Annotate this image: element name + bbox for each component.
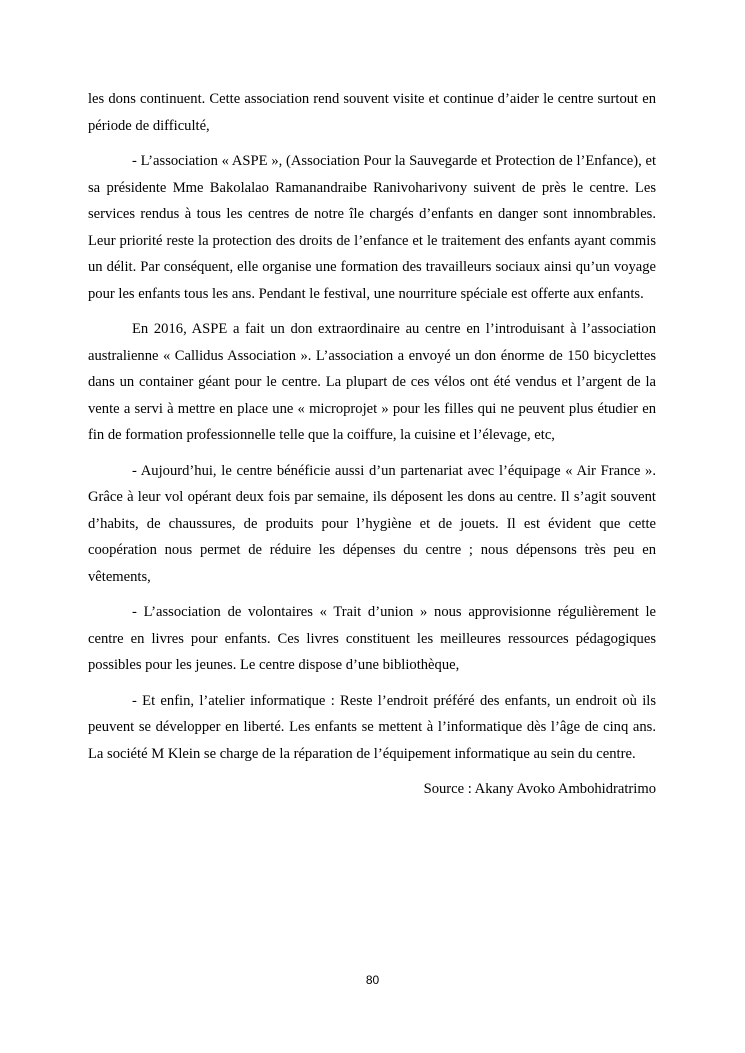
document-body: [88, 86, 656, 803]
paragraph-continuation: les dons continuent. Cette association rend souvent visite et continue d’aider le centre surtout en période de difficulté,: [88, 91, 656, 134]
paragraph-callidus: En 2016, ASPE a fait un don extraordinaire au centre en l’introduisant à l’association australienne « Callidus Association ». L’association a envoyé un don énorme de 150 bicyclettes dans un container géant pour le centre. La plupart de ces vélos ont été vendus et l’argent de la vente a servi à mettre en place une « microprojet » pour les filles qui ne peuvent plus étudier en fin de formation professionnelle telle que la coiffure, la cuisine et l’élevage, etc,: [88, 321, 656, 443]
paragraph-atelier-informatique: - Et enfin, l’atelier informatique : Reste l’endroit préféré des enfants, un endroit où ils peuvent se développer en liberté. Les enfants se mettent à l’informatique dès l’âge de cinq ans. La société M Klein se charge de la réparation de l’équipement informatique au sein du centre.: [88, 692, 656, 762]
paragraph-air-france: - Aujourd’hui, le centre bénéficie aussi d’un partenariat avec l’équipage « Air France ». Grâce à leur vol opérant deux fois par semaine, ils déposent les dons au centre. Il s’agit souvent d’habits, de chaussures, de produits pour l’hygiène et de jouets. Il est évident que cette coopération nous permet de réduire les dépenses du centre ; nous dépensons très peu en vêtements,: [88, 462, 656, 585]
paragraph-aspe: - L’association « ASPE », (Association Pour la Sauvegarde et Protection de l’Enfance), et sa présidente Mme Bakolalao Ramanandraibe Ranivoharivony suivent de près le centre. Les services rendus à tous les centres de notre île chargés d’enfants en danger sont innombrables. Leur priorité reste la protection des droits de l’enfance et le traitement des enfants ayant commis un délit. Par conséquent, elle organise une formation des travailleurs sociaux ainsi qu’un voyage pour les enfants tous les ans. Pendant le festival, une nourriture spéciale est offerte aux enfants.: [88, 153, 656, 302]
paragraph-trait-d-union: - L’association de volontaires « Trait d’union » nous approvisionne régulièrement le centre en livres pour enfants. Ces livres constituent les meilleures ressources pédagogiques possibles pour les jeunes. Le centre dispose d’une bibliothèque,: [88, 604, 656, 673]
page-number: 80: [365, 973, 380, 987]
source-citation: Source : Akany Avoko Ambohidratrimo: [423, 781, 656, 797]
